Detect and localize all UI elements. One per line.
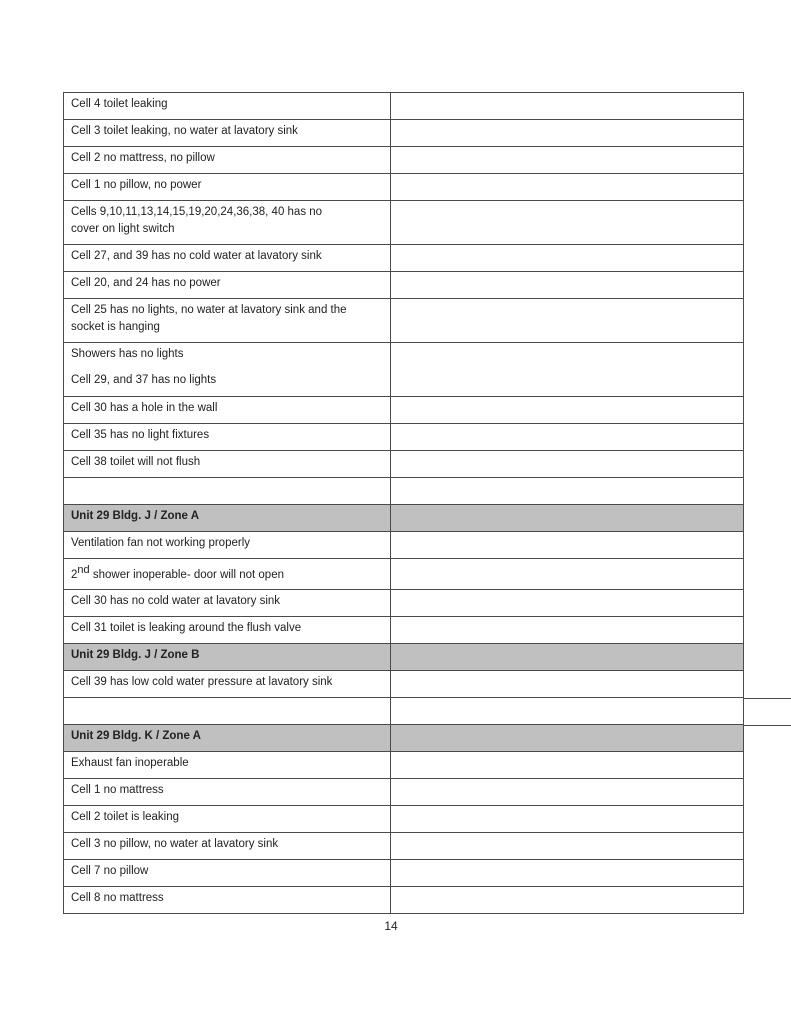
issue-text: Showers has no lights [71, 348, 184, 360]
issue-text: Cell 29, and 37 has no lights [71, 374, 217, 386]
issue-text: Cell 30 has no cold water at lavatory sink [71, 595, 281, 607]
notes-cell [391, 174, 744, 201]
issue-text: Cell 30 has a hole in the wall [71, 402, 218, 414]
issue-cell [64, 147, 391, 174]
table-row [64, 272, 744, 299]
ordinal-suffix: nd [77, 564, 90, 576]
issue-text: Cell 31 toilet is leaking around the flush valve [71, 622, 302, 634]
issue-text: Cell 3 no pillow, no water at lavatory sink [71, 838, 279, 850]
issue-text: Cell 1 no pillow, no power [71, 179, 202, 191]
margin-rule-top [743, 698, 791, 699]
issue-cell [64, 424, 391, 451]
issue-text: Cell 3 toilet leaking, no water at lavatory sink [71, 125, 298, 137]
issue-text: Cell 39 has low cold water pressure at lavatory sink [71, 676, 333, 688]
issue-cell [64, 272, 391, 299]
issue-text: Ventilation fan not working properly [71, 537, 250, 549]
issue-text: socket is hanging [71, 321, 160, 333]
section-title: Unit 29 Bldg. J / Zone A [71, 510, 199, 522]
table-row [64, 147, 744, 174]
notes-cell [391, 698, 744, 725]
table-row [64, 201, 744, 245]
table-row [64, 617, 744, 644]
deficiency-table-body [64, 93, 744, 914]
issue-cell [64, 617, 391, 644]
section-title: Unit 29 Bldg. K / Zone A [71, 730, 201, 742]
notes-cell [391, 833, 744, 860]
notes-cell [391, 299, 744, 343]
issue-cell [64, 201, 391, 245]
notes-cell [391, 147, 744, 174]
notes-cell [391, 93, 744, 120]
issue-cell [64, 532, 391, 559]
issue-text: Exhaust fan inoperable [71, 757, 189, 769]
issue-text-rest: shower inoperable- door will not open [89, 568, 284, 581]
notes-cell [391, 343, 744, 397]
notes-cell [391, 644, 744, 671]
table-row [64, 174, 744, 201]
table-row [64, 424, 744, 451]
issue-cell [64, 299, 391, 343]
issue-cell [64, 397, 391, 424]
notes-cell [391, 559, 744, 590]
table-row [64, 887, 744, 914]
notes-cell [391, 424, 744, 451]
notes-cell [391, 505, 744, 532]
issue-cell [64, 860, 391, 887]
notes-cell [391, 120, 744, 147]
issue-text: Cell 2 no mattress, no pillow [71, 152, 215, 164]
table-row [64, 779, 744, 806]
table-row [64, 397, 744, 424]
issue-cell [64, 698, 391, 725]
issue-text: Cell 25 has no lights, no water at lavatory sink and the [71, 304, 347, 316]
section-header-row [64, 725, 744, 752]
table-row [64, 532, 744, 559]
notes-cell [391, 725, 744, 752]
notes-cell [391, 272, 744, 299]
margin-rule-bottom [743, 725, 791, 726]
notes-cell [391, 245, 744, 272]
issue-cell [64, 559, 391, 590]
issue-text: Cell 1 no mattress [71, 784, 164, 796]
deficiency-table [63, 92, 744, 914]
table-row [64, 671, 744, 698]
notes-cell [391, 806, 744, 833]
notes-cell [391, 397, 744, 424]
issue-text: Cell 2 toilet is leaking [71, 811, 180, 823]
notes-cell [391, 779, 744, 806]
table-row [64, 343, 744, 397]
blank-row [64, 698, 744, 725]
issue-cell [64, 343, 391, 397]
section-title: Unit 29 Bldg. J / Zone B [71, 649, 200, 661]
issue-cell [64, 887, 391, 914]
notes-cell [391, 887, 744, 914]
issue-cell [64, 671, 391, 698]
issue-text: Cell 27, and 39 has no cold water at lavatory sink [71, 250, 322, 262]
notes-cell [391, 532, 744, 559]
issue-text: Cell 35 has no light fixtures [71, 429, 210, 441]
table-row [64, 93, 744, 120]
issue-text: Cell 38 toilet will not flush [71, 456, 201, 468]
page-number: 14 [384, 919, 398, 933]
issue-text: cover on light switch [71, 223, 175, 235]
issue-cell [64, 779, 391, 806]
issue-cell [64, 806, 391, 833]
notes-cell [391, 617, 744, 644]
notes-cell [391, 671, 744, 698]
issue-cell [64, 93, 391, 120]
notes-cell [391, 478, 744, 505]
notes-cell [391, 752, 744, 779]
notes-cell [391, 860, 744, 887]
ordinal-number: 2 [71, 568, 78, 581]
table-row [64, 299, 744, 343]
notes-cell [391, 201, 744, 245]
issue-cell [64, 590, 391, 617]
issue-cell [64, 245, 391, 272]
table-row [64, 806, 744, 833]
section-header-row [64, 644, 744, 671]
section-header-row [64, 505, 744, 532]
blank-row [64, 478, 744, 505]
table-row [64, 559, 744, 590]
issue-text: Cells 9,10,11,13,14,15,19,20,24,36,38, 40 has no [71, 206, 323, 218]
issue-cell [64, 174, 391, 201]
issue-text: Cell 8 no mattress [71, 892, 164, 904]
issue-text: Cell 7 no pillow [71, 865, 149, 877]
section-title-cell [64, 505, 391, 532]
table-row [64, 860, 744, 887]
table-row [64, 451, 744, 478]
issue-text [71, 562, 384, 584]
section-title-cell [64, 725, 391, 752]
table-row [64, 833, 744, 860]
issue-cell [64, 451, 391, 478]
table-row [64, 752, 744, 779]
table-row [64, 120, 744, 147]
issue-text: Cell 20, and 24 has no power [71, 277, 221, 289]
issue-cell [64, 833, 391, 860]
table-row [64, 245, 744, 272]
issue-cell [64, 752, 391, 779]
section-title-cell [64, 644, 391, 671]
issue-cell [64, 120, 391, 147]
issue-cell [64, 478, 391, 505]
table-row [64, 590, 744, 617]
notes-cell [391, 590, 744, 617]
notes-cell [391, 451, 744, 478]
issue-text: Cell 4 toilet leaking [71, 98, 168, 110]
